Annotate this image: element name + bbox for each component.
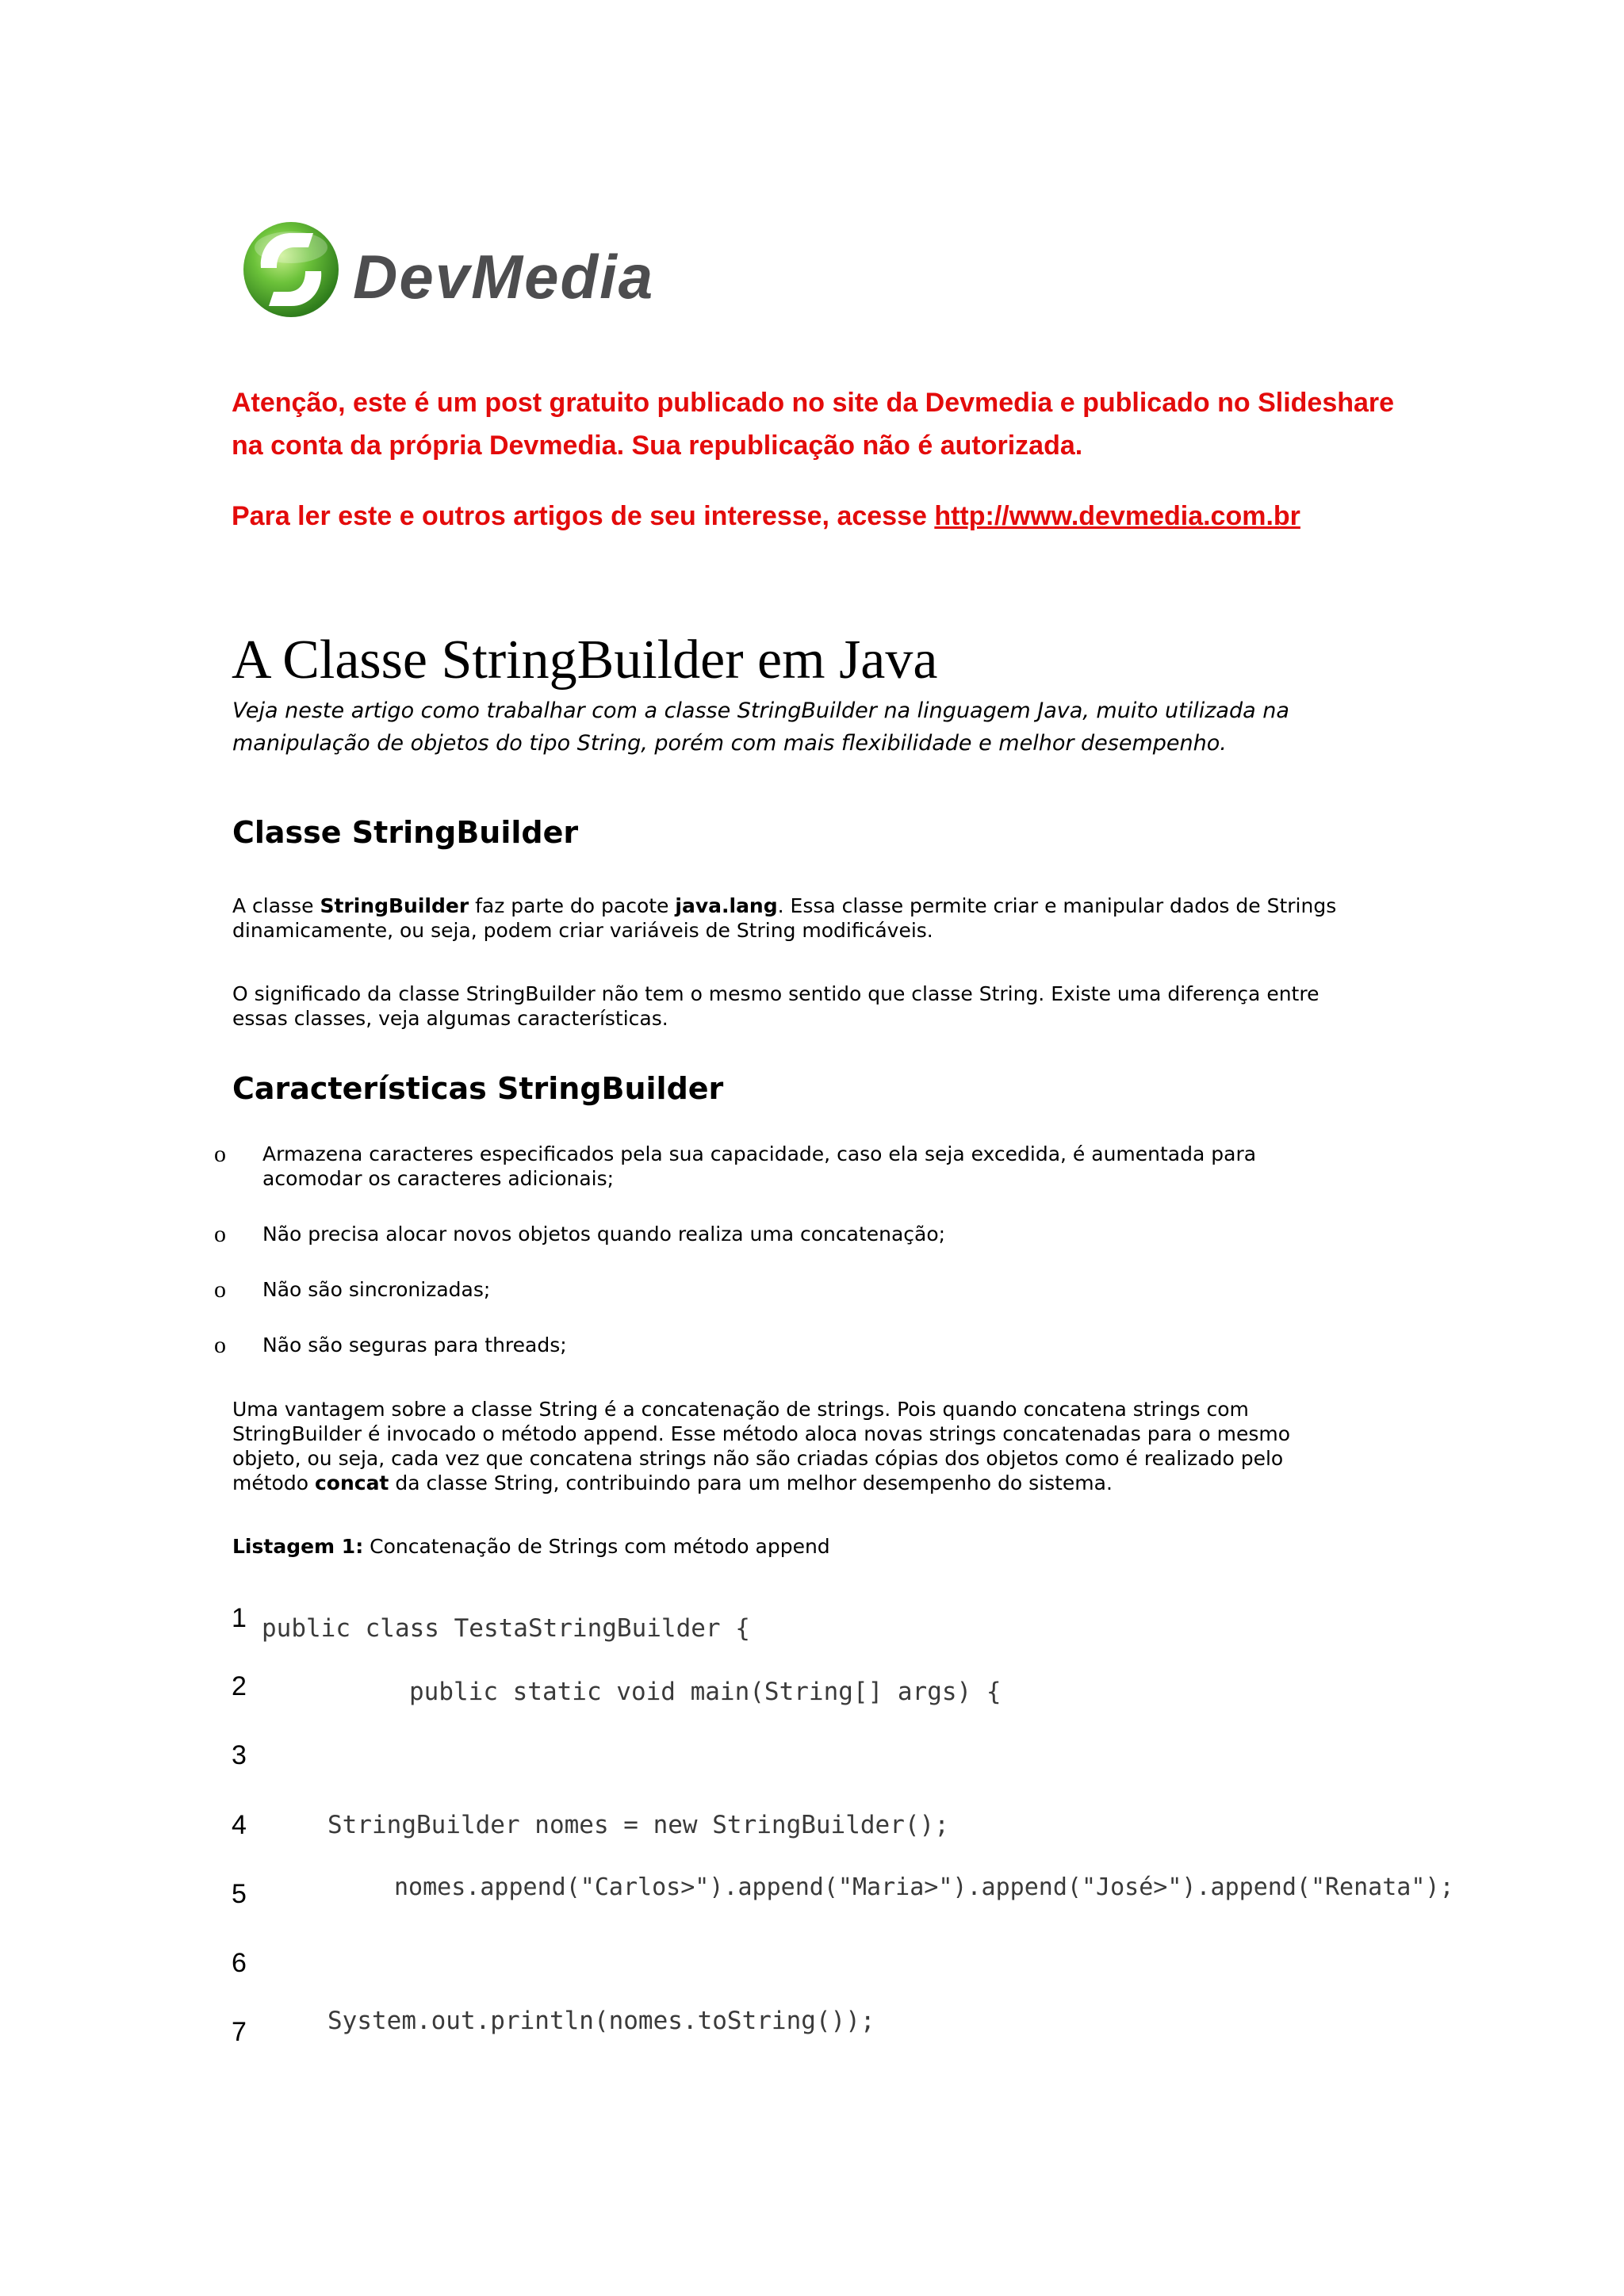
notice-text: Para ler este e outros artigos de seu interesse, acesse xyxy=(232,501,935,531)
code-line: public static void main(String[] args) { xyxy=(409,1678,1002,1706)
article-title: A Classe StringBuilder em Java xyxy=(232,629,938,691)
code-line-number: 7 xyxy=(232,2017,247,2047)
paragraph-3: Uma vantagem sobre a classe String é a concatenação de strings. Pois quando concatena strings com StringBuilder é invocado o método append. Esse método aloca novas strings concatenadas para o mesmo objeto, ou seja, cada vez que concatena strings não são criadas cópias dos objetos como é realizado pelo método concat da classe String, contribuindo para um melhor desempenho do sistema. xyxy=(232,1398,1291,1494)
subtitle-line-2: manipulação de objetos do tipo String, porém com mais flexibilidade e melhor desempenho. xyxy=(232,731,1227,756)
paragraph-2-line-1: O significado da classe StringBuilder não tem o mesmo sentido que classe String. Existe uma diferença entre xyxy=(232,982,1320,1005)
list-item: Armazena caracteres especificados pela sua capacidade, caso ela seja excedida, é aumentada para acomodar os caracteres adicionais; xyxy=(262,1142,1257,1190)
article-subtitle xyxy=(232,695,1422,760)
code-line-number: 4 xyxy=(232,1810,247,1840)
code-line-number: 1 xyxy=(232,1603,247,1633)
devmedia-logo-icon xyxy=(242,216,345,323)
notice-line-2: na conta da própria Devmedia. Sua republicação não é autorizada. xyxy=(232,430,1083,461)
bullet-marker: o xyxy=(214,1141,226,1167)
subtitle-line-1: Veja neste artigo como trabalhar com a classe StringBuilder na linguagem Java, muito utilizada na xyxy=(232,698,1289,723)
bold-concat: concat xyxy=(314,1471,389,1494)
paragraph-1 xyxy=(232,894,1422,943)
code-line: nomes.append("Carlos>").append("Maria>").append("José>").append("Renata"); xyxy=(394,1873,1454,1901)
paragraph-2 xyxy=(232,982,1422,1031)
devmedia-link[interactable]: http://www.devmedia.com.br xyxy=(934,501,1300,531)
code-line: public class TestaStringBuilder { xyxy=(262,1614,750,1643)
paragraph-1-line-1: A classe StringBuilder faz parte do pacote java.lang. Essa classe permite criar e manipular dados de Strings xyxy=(232,894,1337,917)
code-line: StringBuilder nomes = new StringBuilder(); xyxy=(327,1811,949,1839)
list-item: Não precisa alocar novos objetos quando realiza uma concatenação; xyxy=(262,1223,946,1246)
code-line-number: 6 xyxy=(232,1948,247,1978)
section-heading-caracteristicas: Características StringBuilder xyxy=(232,1071,724,1106)
code-line-number: 5 xyxy=(232,1879,247,1909)
paragraph-2-line-2: essas classes, veja algumas características. xyxy=(232,1007,668,1030)
devmedia-logo xyxy=(242,216,726,323)
bold-java-lang: java.lang xyxy=(675,894,778,917)
notice-line-3 xyxy=(232,495,1421,538)
section-heading-classe-stringbuilder: Classe StringBuilder xyxy=(232,815,579,850)
code-line-number: 2 xyxy=(232,1671,247,1701)
notice-line-1: Atenção, este é um post gratuito publicado no site da Devmedia e publicado no Slideshare xyxy=(232,388,1395,418)
listing-label: Listagem 1: xyxy=(232,1535,364,1558)
bold-stringbuilder: StringBuilder xyxy=(320,894,469,917)
paragraph-1-line-2: dinamicamente, ou seja, podem criar variáveis de String modificáveis. xyxy=(232,919,933,942)
list-item: Não são sincronizadas; xyxy=(262,1278,491,1301)
code-line-number: 3 xyxy=(232,1740,247,1770)
bullet-marker: o xyxy=(214,1332,226,1358)
code-line: System.out.println(nomes.toString()); xyxy=(327,2007,875,2035)
logo-wordmark: DevMedia xyxy=(353,242,655,312)
bullet-marker: o xyxy=(214,1221,226,1247)
bullet-marker: o xyxy=(214,1276,226,1303)
listing-caption: Listagem 1: Concatenação de Strings com método append xyxy=(232,1535,830,1558)
list-item: Não são seguras para threads; xyxy=(262,1334,567,1357)
